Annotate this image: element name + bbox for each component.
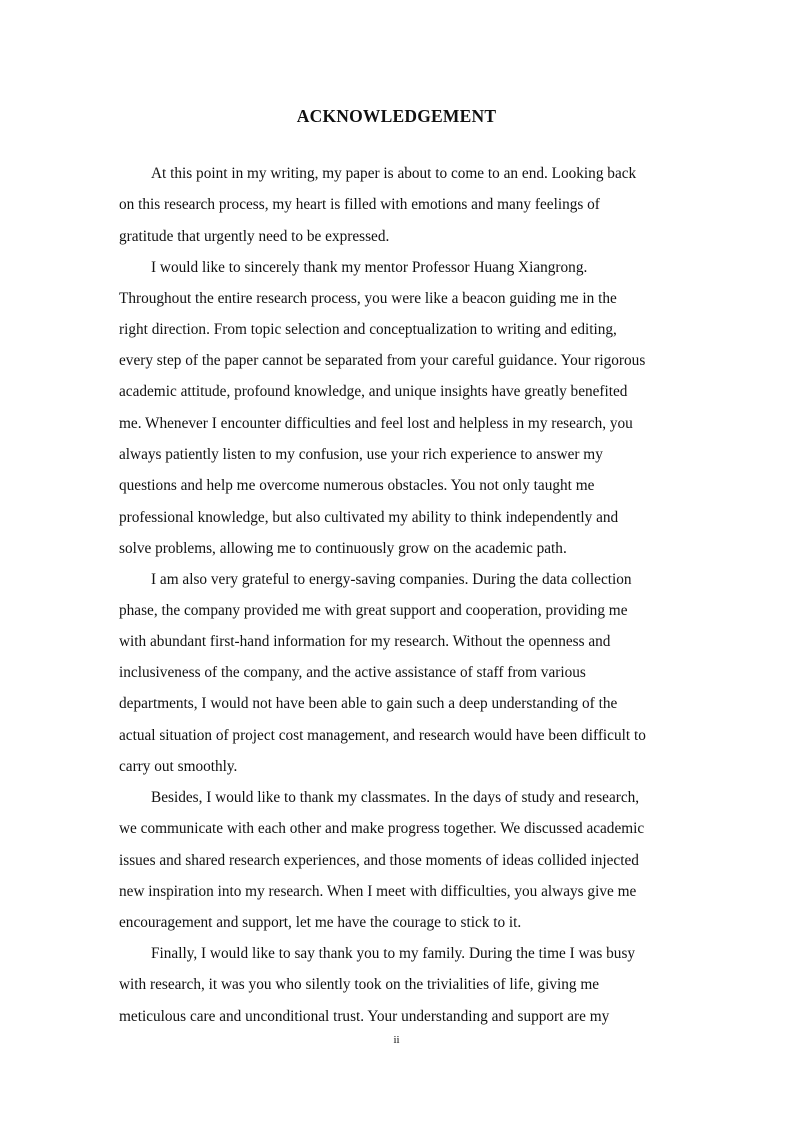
body-text-line: actual situation of project cost management, and research would have been difficult to [119, 727, 646, 744]
body-text-line: we communicate with each other and make progress together. We discussed academic [119, 820, 645, 837]
body-text-line: on this research process, my heart is filled with emotions and many feelings of [119, 196, 600, 213]
body-text-line: every step of the paper cannot be separated from your careful guidance. Your rigorous [119, 352, 646, 369]
body-text-line: solve problems, allowing me to continuously grow on the academic path. [119, 540, 567, 557]
body-text-line: academic attitude, profound knowledge, and unique insights have greatly benefited [119, 383, 628, 400]
page-number: ii [393, 1034, 400, 1046]
body-text-line: Throughout the entire research process, you were like a beacon guiding me in the [119, 290, 617, 307]
body-text-line: new inspiration into my research. When I meet with difficulties, you always give me [119, 883, 637, 900]
body-text-line: I would like to sincerely thank my mentor Professor Huang Xiangrong. [151, 259, 588, 276]
body-text-line: with research, it was you who silently took on the trivialities of life, giving me [119, 976, 600, 993]
body-text-line: phase, the company provided me with great support and cooperation, providing me [119, 602, 628, 619]
body-text-line: Besides, I would like to thank my classmates. In the days of study and research, [151, 789, 640, 806]
body-text-line: inclusiveness of the company, and the active assistance of staff from various [119, 664, 586, 681]
body-text-line: me. Whenever I encounter difficulties and feel lost and helpless in my research, you [119, 415, 633, 432]
body-text-line: Finally, I would like to say thank you to my family. During the time I was busy [151, 945, 636, 962]
body-text-line: encouragement and support, let me have the courage to stick to it. [119, 914, 522, 931]
body-text-line: carry out smoothly. [119, 758, 238, 775]
body-text-line: right direction. From topic selection and conceptualization to writing and editing, [119, 321, 617, 338]
body-text-line: questions and help me overcome numerous obstacles. You not only taught me [119, 477, 595, 494]
body-text-line: issues and shared research experiences, and those moments of ideas collided injected [119, 852, 639, 869]
body-text-line: always patiently listen to my confusion, use your rich experience to answer my [119, 446, 603, 463]
page-title: ACKNOWLEDGEMENT [296, 106, 497, 126]
body-text-line: gratitude that urgently need to be expressed. [119, 228, 390, 245]
body-text-line: meticulous care and unconditional trust. Your understanding and support are my [119, 1008, 610, 1025]
body-text-line: with abundant first-hand information for my research. Without the openness and [119, 633, 611, 650]
body-text-line: I am also very grateful to energy-saving companies. During the data collection [151, 571, 632, 588]
body-text-line: departments, I would not have been able to gain such a deep understanding of the [119, 695, 618, 712]
body-text-line: professional knowledge, but also cultivated my ability to think independently and [119, 509, 619, 526]
body-text-line: At this point in my writing, my paper is about to come to an end. Looking back [151, 165, 637, 182]
